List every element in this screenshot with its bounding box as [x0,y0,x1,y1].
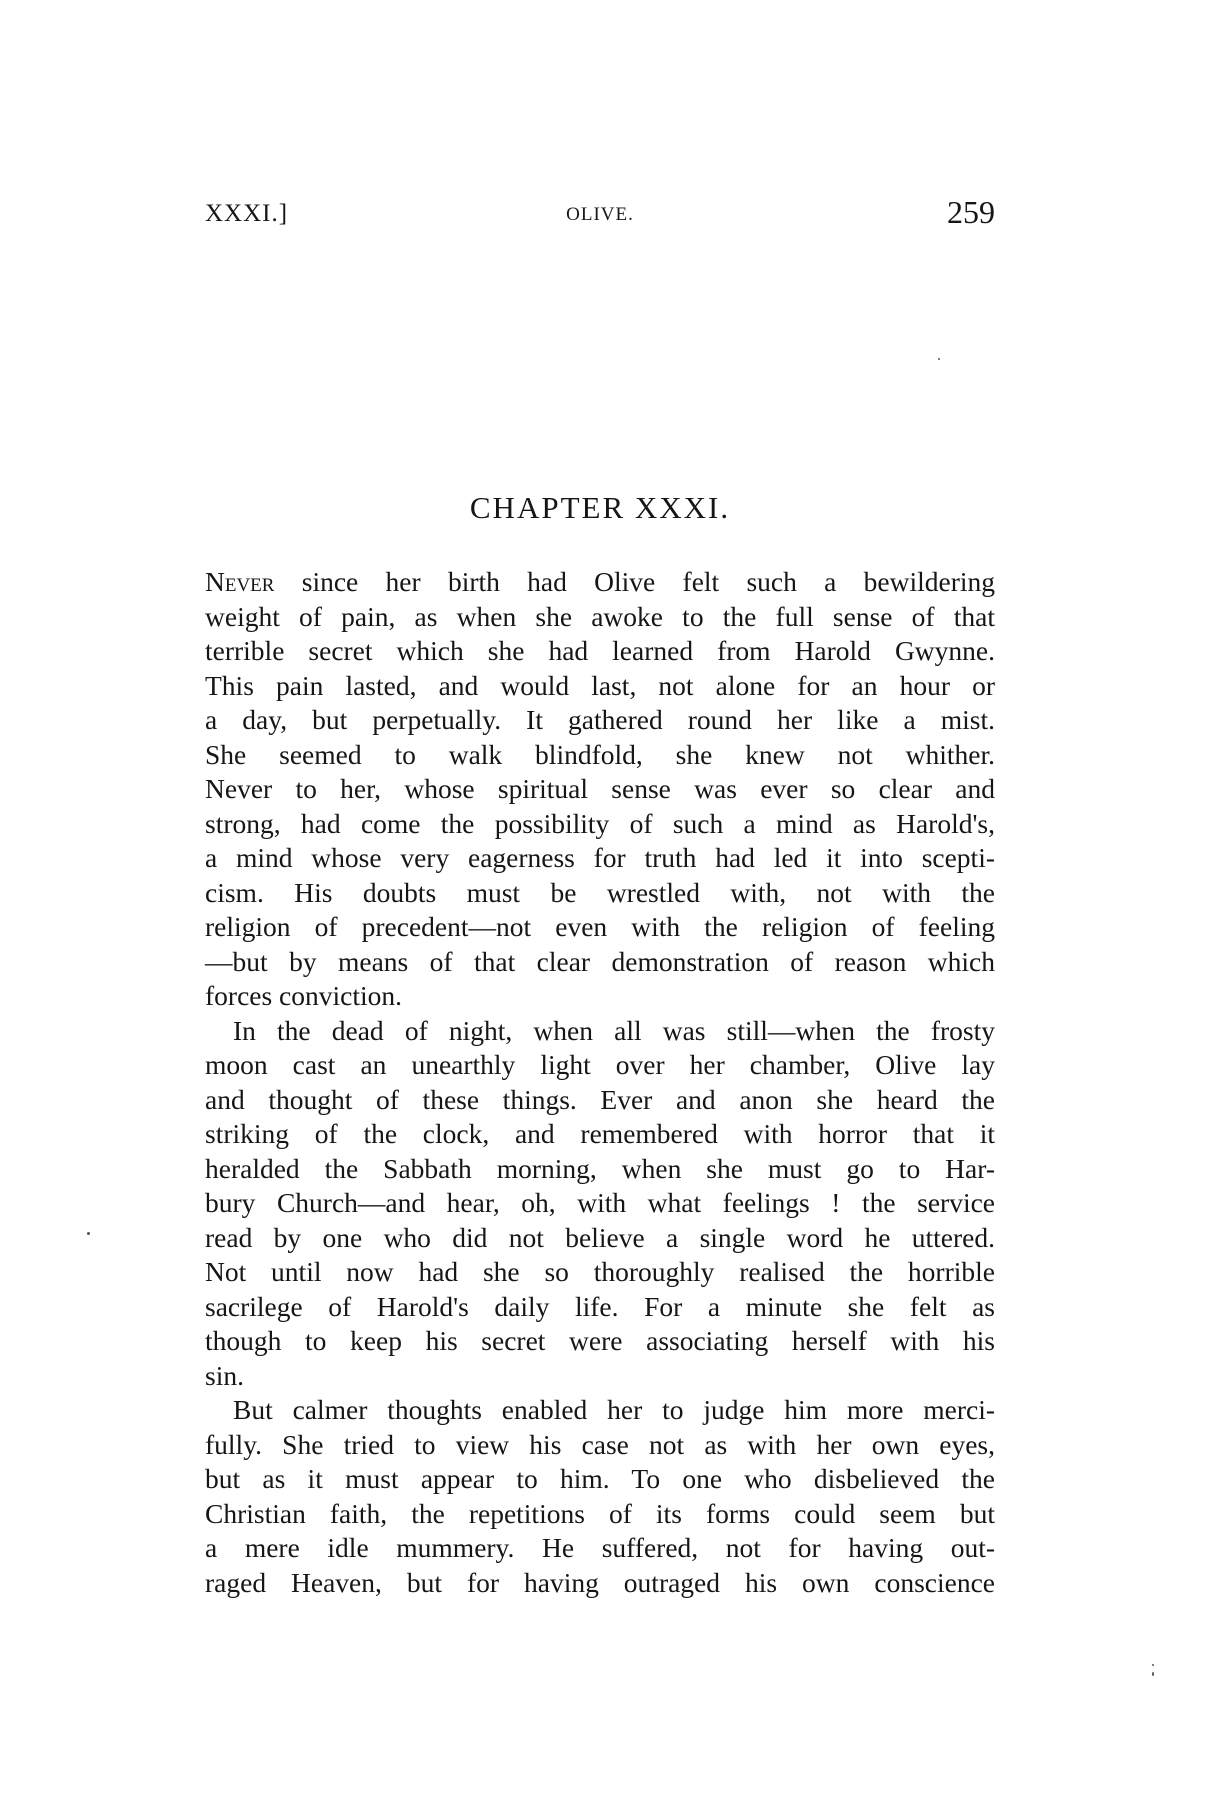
text-line: She seemed to walk blindfold, she knew not whither. [205,738,995,770]
scan-speck [1152,1672,1154,1676]
text-line: forces conviction. [205,980,403,1011]
chapter-title: CHAPTER XXXI. [469,490,731,525]
text-line: Not until now had she so thoroughly realised the horrible [205,1256,995,1287]
text-line: read by one who did not believe a single word he uttered. [205,1221,995,1253]
first-line-text: since her birth had Olive felt such a bewildering [274,566,995,597]
scan-speck [938,358,940,360]
text-line [205,565,995,600]
page-number: 259 [947,194,995,230]
text-line: This pain lasted, and would last, not alone for an hour or [205,669,995,701]
text-line: fully. She tried to view his case not as with her own eyes, [205,1428,995,1460]
text-line: a mere idle mummery. He suffered, not for having out- [205,1532,995,1563]
text-line: a mind whose very eagerness for truth had led it into scepti- [205,842,995,873]
text-line: striking of the clock, and remembered with horror that it [205,1118,995,1149]
text-line: In the dead of night, when all was still—when the frosty [233,1014,995,1046]
opening-word: Never [205,566,275,597]
text-line: bury Church—and hear, oh, with what feelings ! the service [205,1187,995,1218]
chapter-body [205,565,995,1600]
text-line: cism. His doubts must be wrestled with, not with the [205,876,995,908]
scan-speck [87,1232,90,1235]
scan-speck [1152,1664,1154,1666]
text-line: but as it must appear to him. To one who disbelieved the [205,1463,995,1494]
running-title: OLIVE. [566,204,634,225]
text-line: a day, but perpetually. It gathered round her like a mist. [205,704,995,735]
text-line: Never to her, whose spiritual sense was ever so clear and [205,773,995,804]
text-line: But calmer thoughts enabled her to judge him more merci- [233,1394,995,1425]
text-line: moon cast an unearthly light over her chamber, Olive lay [205,1049,995,1080]
text-line: though to keep his secret were associating herself with his [205,1325,995,1356]
running-head [205,194,995,240]
text-line: sin. [205,1359,244,1391]
chapter-reference: XXXI.] [205,200,289,227]
text-line: —but by means of that clear demonstration of reason which [205,945,995,977]
text-line: and thought of these things. Ever and anon she heard the [205,1083,995,1115]
text-line: terrible secret which she had learned from Harold Gwynne. [205,635,995,666]
text-line: heralded the Sabbath morning, when she must go to Har- [205,1152,995,1184]
text-line: sacrilege of Harold's daily life. For a minute she felt as [205,1290,995,1322]
text-line: religion of precedent—not even with the religion of feeling [205,911,995,942]
text-line: raged Heaven, but for having outraged his own conscience [205,1566,995,1598]
text-line: Christian faith, the repetitions of its forms could seem but [205,1497,995,1529]
text-line: weight of pain, as when she awoke to the full sense of that [205,600,995,632]
text-line: strong, had come the possibility of such a mind as Harold's, [205,807,995,839]
